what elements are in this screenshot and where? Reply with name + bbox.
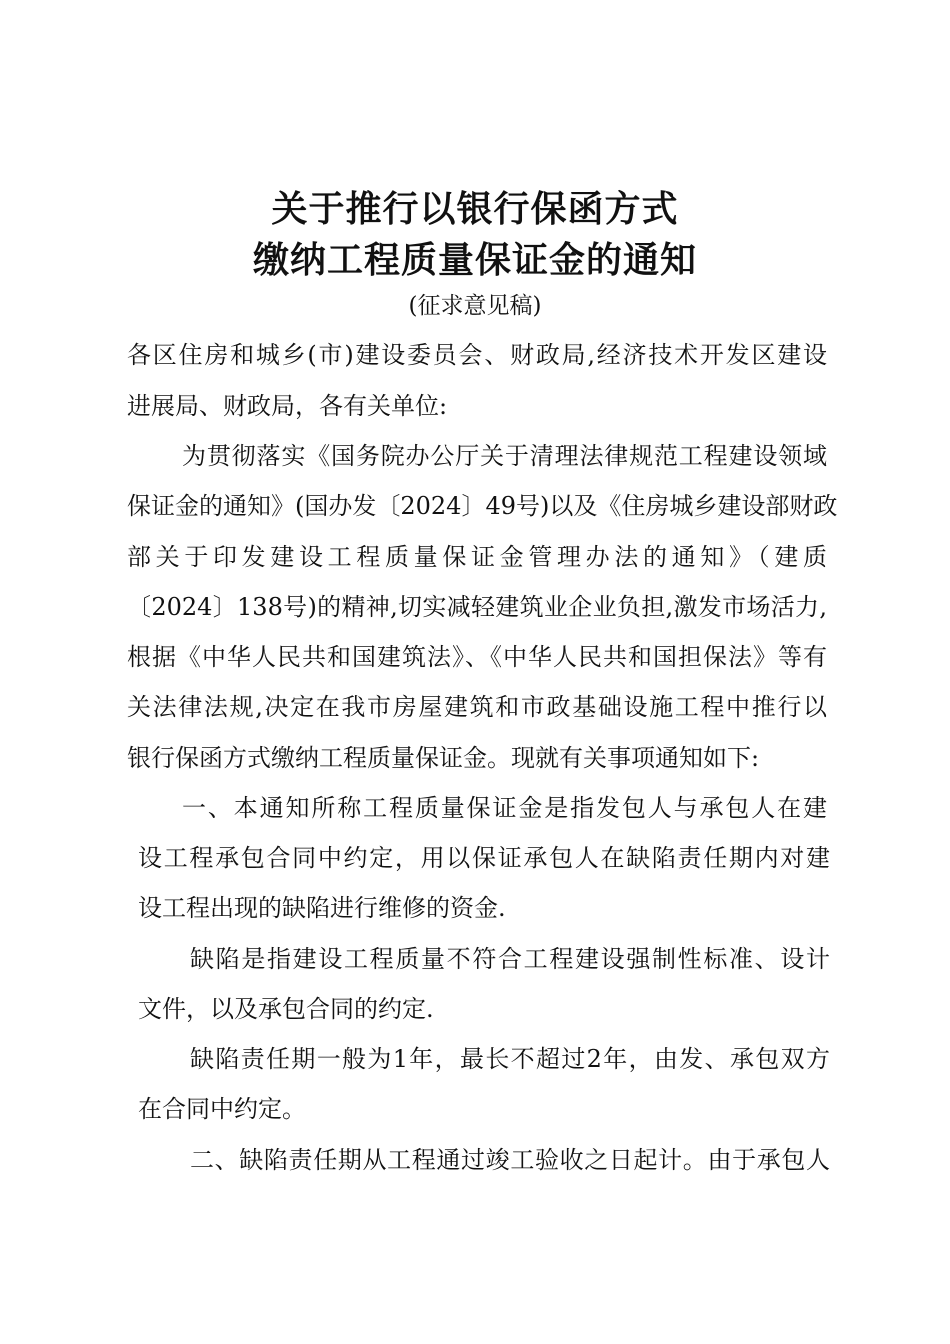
paragraph-line: 银行保函方式缴纳工程质量保证金。现就有关事项通知如下:: [127, 744, 760, 772]
addressee-line-1: 各区住房和城乡(市)建设委员会、财政局,经济技术开发区建设: [127, 341, 827, 369]
paragraph-line: 二、缺陷责任期从工程通过竣工验收之日起计。由于承包人: [190, 1146, 830, 1174]
paragraph-line: 关法律法规,决定在我市房屋建筑和市政基础设施工程中推行以: [127, 693, 827, 721]
document-title-line-2: 缴纳工程质量保证金的通知: [252, 240, 697, 281]
paragraph-line: 设工程承包合同中约定，用以保证承包人在缺陷责任期内对建: [138, 844, 830, 872]
paragraph-line: 缺陷责任期一般为1年，最长不超过2年，由发、承包双方: [190, 1045, 830, 1073]
paragraph-line: 为贯彻落实《国务院办公厅关于清理法律规范工程建设领域: [182, 442, 827, 470]
paragraph-line: 〔2024〕138号)的精神,切实减轻建筑业企业负担,激发市场活力,: [127, 593, 827, 621]
paragraph-line: 部关于印发建设工程质量保证金管理办法的通知》（建质: [127, 543, 827, 571]
paragraph-line: 保证金的通知》(国办发〔2024〕49号)以及《住房城乡建设部财政: [127, 492, 838, 520]
paragraph-line: 根据《中华人民共和国建筑法》、《中华人民共和国担保法》等有: [127, 643, 827, 671]
paragraph-line: 缺陷是指建设工程质量不符合工程建设强制性标准、设计: [190, 945, 830, 973]
paragraph-line: 一、本通知所称工程质量保证金是指发包人与承包人在建: [182, 794, 827, 822]
paragraph-line: 文件，以及承包合同的约定.: [138, 995, 434, 1023]
document-title-line-1: 关于推行以银行保函方式: [271, 189, 679, 230]
document-subtitle: (征求意见稿): [408, 293, 542, 319]
paragraph-line: 设工程出现的缺陷进行维修的资金.: [138, 894, 506, 922]
paragraph-line: 在合同中约定。: [138, 1095, 306, 1123]
addressee-line-2: 进展局、财政局，各有关单位:: [127, 392, 448, 420]
